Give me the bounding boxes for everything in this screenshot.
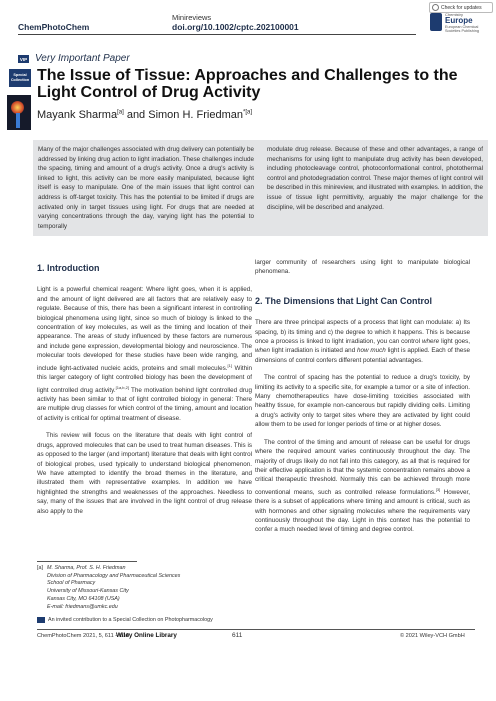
- author-affiliation: [a]: [117, 109, 124, 116]
- footer-copyright: © 2021 Wiley-VCH GmbH: [400, 633, 465, 639]
- light-beam-icon: [16, 113, 20, 128]
- abstract-left-column: Many of the major challenges associated with drug delivery can potentially be addressed by linking drug action to light irradiation. These challenges include the spacing, timing and amount of a drug's activity. Once a drug's activity is linked to light, this activity can be more easily manipulated, because light itself is easy to manipulate. One of the main issues that light control can address is off-target toxicity. This has the potential to be limited if drugs are activated only in target tissues using light. For drugs that are needed at varying concentrations through the day, varying light has the potential to temporally: [38, 146, 254, 230]
- check-updates-label: Check for updates: [441, 4, 482, 11]
- page-number: 611: [232, 632, 243, 639]
- footer-rule: [37, 629, 475, 630]
- body-paragraph: [37, 285, 252, 423]
- emphasis-text: how much: [357, 347, 386, 355]
- logo-emblem-icon: [430, 13, 442, 31]
- special-collection-badge[interactable]: Special Collection: [9, 69, 31, 87]
- paragraph-text: However, there is a subset of applications where timing and amount is critical, such as with hormones and other signaling molecules where the requirements vary continuously throughout the day. Light in this context has the potential to confer a much needed level of timing and degree control.: [255, 488, 470, 534]
- invited-text: An invited contribution to a Special Collection on Photopharmacology: [48, 617, 213, 623]
- logo-sub-text-2: Societies Publishing: [445, 29, 479, 33]
- footnote-line: School of Pharmacy: [47, 580, 96, 587]
- emphasis-text: where: [422, 338, 440, 346]
- logo-main-text: Europe: [445, 16, 473, 25]
- logo-top-text: Chemistry: [445, 12, 464, 17]
- toc-graphic: [7, 95, 31, 130]
- author-name[interactable]: Simon H. Friedman: [148, 109, 243, 121]
- section-heading: 2. The Dimensions that Light Can Control: [255, 295, 433, 306]
- body-right-column: [255, 258, 470, 543]
- article-title: The Issue of Tissue: Approaches and Challenges to the Light Control of Drug Activity: [37, 67, 458, 101]
- author-name[interactable]: Mayank Sharma: [37, 109, 118, 121]
- abstract: [33, 140, 488, 236]
- article-category: Very Important Paper: [35, 53, 130, 64]
- footnote-line: University of Missouri-Kansas City: [47, 588, 129, 595]
- footnote-marker: [a]: [37, 565, 43, 571]
- body-left-column: [37, 258, 252, 524]
- refresh-icon: [432, 4, 439, 11]
- author-affiliation: *[a]: [243, 109, 253, 116]
- emphasis-text: when: [255, 347, 271, 355]
- header-rule: [18, 34, 416, 35]
- author-list: [37, 109, 252, 121]
- section-label: Minireviews: [172, 13, 212, 22]
- paragraph-text: Light is a powerful chemical reagent: Where light goes, when it is applied, and the amount of light delivered are all factors that are relatively easy to regulate. Because of this, there has been a significant interest in controlling biological phenomena using light, since so much of biology is linked to the concentration of key molecules, as well as the timing and location of their appearance. The areas of study influenced by these factors are numerous and include gene expression, developmental biology and neuroscience. The molecular tools developed for these studies have been wide ranging, and include light-activated nucleic acids, proteins and small molecules.: [37, 286, 252, 372]
- wiley-online-library-link[interactable]: Wiley Online Library: [116, 632, 177, 639]
- body-paragraph: [255, 438, 470, 535]
- doi-link[interactable]: doi.org/10.1002/cptc.202100001: [172, 22, 299, 32]
- paragraph-text: The motivation behind light controlled drug activity has been similar to that of light controlled biology in general: There are multiple drug classes for which control of the timing, amount and location of activity is critical for optimal treatment of disease.: [37, 386, 252, 422]
- author-joiner: and: [123, 109, 149, 121]
- email-link[interactable]: E-mail: friedmans@umkc.edu: [47, 603, 118, 610]
- logo-sub-text-1: European Chemical: [445, 25, 479, 29]
- reference-link[interactable]: [1]: [227, 362, 232, 368]
- special-collection-icon: [37, 617, 45, 623]
- paragraph-text: Within this larger category of light controlled biology has been the development of light controlled drug activity.: [37, 364, 252, 394]
- paragraph-text: light goes,: [439, 338, 470, 346]
- section-heading: 1. Introduction: [37, 263, 100, 273]
- chemistry-europe-logo: [430, 12, 492, 36]
- footer-citation: ChemPhotoChem 2021, 5, 611 – 618: [37, 633, 130, 639]
- body-paragraph: The control of spacing has the potential to reduce a drug's toxicity, by limiting its activity to a specific site, for example a tumor or a site of infection. Many chemotherapeutics have dose-limiting toxicities associated with healthy tissue, for example non-cancerous but rapidly dividing cells. Limiting a drug's activity only to target sites where they are activated by light could allow them to be used for longer periods of time or at higher doses.: [255, 374, 470, 429]
- footnote-body: [47, 565, 247, 611]
- paragraph-text: light is applied. Each of these dimensions of control confers different potential advantages.: [255, 347, 470, 364]
- journal-name: ChemPhotoChem: [18, 22, 90, 32]
- footnote-rule: [37, 561, 137, 562]
- paragraph-text: The control of the timing and amount of release can be useful for drugs where the required amount varies continuously throughout the day. The majority of drugs likely do not fall into this category, as all that is required for their effective application is that the systemic concentration remains above a critical therapeutic threshold. Normally this can be achieved through more conventional means, such as controlled release formulations.: [255, 438, 470, 496]
- body-paragraph: This review will focus on the literature that deals with light control of drugs, approved molecules that can be used to treat human diseases. This is as opposed to the larger (and important) literature that deals with light control of biological probes, used typically to understand biological phenomenon. We have attempted to identify the broad themes in the literature, and illustrated them with representative examples. In addition we have highlighted the strengths and weaknesses of the approaches. Needless to say, many of the issues that are involved in the light control of drug release also apply to the: [37, 432, 252, 515]
- footnote-line: Division of Pharmacology and Pharmaceutical Sciences: [47, 572, 181, 579]
- paragraph-text: There are three principal aspects of a process that light can modulate: a) Its spacing, b) its timing and c) the degree to which it happens. This is because once a process is linked to light irradiation, you can control: [255, 319, 470, 346]
- invited-contribution-note: [37, 617, 267, 623]
- body-paragraph: larger community of researchers using light to manipulate biological phenomena.: [255, 259, 470, 276]
- footnote-line: Kansas City, MO 64108 (USA): [47, 595, 120, 602]
- body-paragraph: [255, 318, 470, 365]
- vip-badge: VIP: [19, 56, 28, 62]
- reference-link[interactable]: [1a,b,2]: [115, 384, 129, 390]
- footnote-line: M. Sharma, Prof. S. H. Friedman: [47, 565, 126, 571]
- abstract-right-column: modulate drug release. Because of these and other advantages, a range of mechanisms for using light to manipulate drug activity has been developed, including photocleavage control, photoconformational control, photothermal control and photodegradation control. These major themes of light control will be described in this minireview, and illustrated with examples. In addition, the issue of tissue light permittivity, arguably the major challenge for the discipline, will be described and analyzed.: [267, 146, 483, 211]
- paragraph-text: light irradiation is initiated and: [270, 347, 358, 355]
- reference-link[interactable]: [3]: [435, 486, 441, 492]
- page-header: [0, 0, 496, 42]
